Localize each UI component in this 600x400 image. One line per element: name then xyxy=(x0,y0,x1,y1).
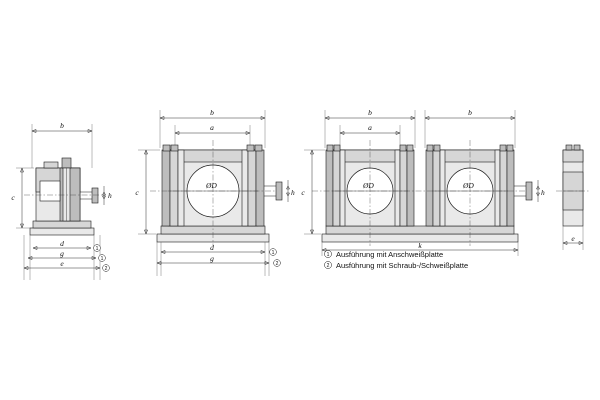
dim-c-side xyxy=(11,168,34,228)
front-single-body xyxy=(150,140,282,246)
callout-2-side: 2 xyxy=(104,266,108,273)
legend-item-2 xyxy=(324,261,468,270)
callout-2-front: 2 xyxy=(275,261,279,268)
dim-label-h-double: h xyxy=(541,188,545,197)
dim-stack-side xyxy=(24,235,109,280)
front-double-body xyxy=(312,140,532,246)
dim-a-front xyxy=(175,123,250,150)
view-end xyxy=(556,145,590,250)
callout-1-front: 1 xyxy=(271,250,275,257)
legend-label-1: Ausführung mit Anschweißplatte xyxy=(336,250,444,259)
dim-c-double xyxy=(301,150,325,234)
view-front-double xyxy=(301,108,545,259)
legend-marker-2: 2 xyxy=(326,263,330,270)
dim-label-d-side: d xyxy=(60,239,64,248)
dim-label-c-side: c xyxy=(11,193,15,202)
view-side xyxy=(11,121,112,280)
dim-label-b-front: b xyxy=(210,108,214,117)
dim-label-c-front: c xyxy=(135,188,139,197)
dim-e-end xyxy=(563,226,583,250)
legend-item-1 xyxy=(324,250,443,259)
bore-label-front: ØD xyxy=(206,181,217,190)
dim-label-b-right-double: b xyxy=(468,108,472,117)
dim-label-b-side: b xyxy=(60,121,64,130)
dim-label-k-double: k xyxy=(418,241,422,250)
legend-label-2: Ausführung mit Schraub-/Schweißplatte xyxy=(336,261,469,270)
dim-label-g-side: g xyxy=(60,249,64,258)
dim-c-front xyxy=(135,150,160,234)
callout-1b-side: 1 xyxy=(100,256,104,263)
dim-label-h-front: h xyxy=(291,188,295,197)
dim-label-d-front: d xyxy=(210,243,214,252)
dim-label-c-double: c xyxy=(301,188,305,197)
dim-h-front xyxy=(286,180,295,202)
legend-marker-1: 1 xyxy=(326,252,330,259)
dim-label-a-double: a xyxy=(368,123,372,132)
dim-h-double xyxy=(536,180,545,202)
dim-stack-front xyxy=(157,242,280,276)
dim-label-b-left-double: b xyxy=(368,108,372,117)
callout-1-side: 1 xyxy=(95,246,99,253)
bore-label-right-double: ØD xyxy=(463,181,474,190)
dim-label-a-front: a xyxy=(210,123,214,132)
dim-label-g-front: g xyxy=(210,254,214,263)
side-body xyxy=(24,158,102,235)
dim-h-side xyxy=(102,186,112,205)
dim-label-h-side: h xyxy=(108,191,112,200)
legend xyxy=(324,250,468,270)
dim-label-e-side: e xyxy=(60,259,64,268)
view-front-single xyxy=(135,108,295,276)
bore-label-left-double: ØD xyxy=(363,181,374,190)
dim-label-e-end: e xyxy=(571,234,575,243)
